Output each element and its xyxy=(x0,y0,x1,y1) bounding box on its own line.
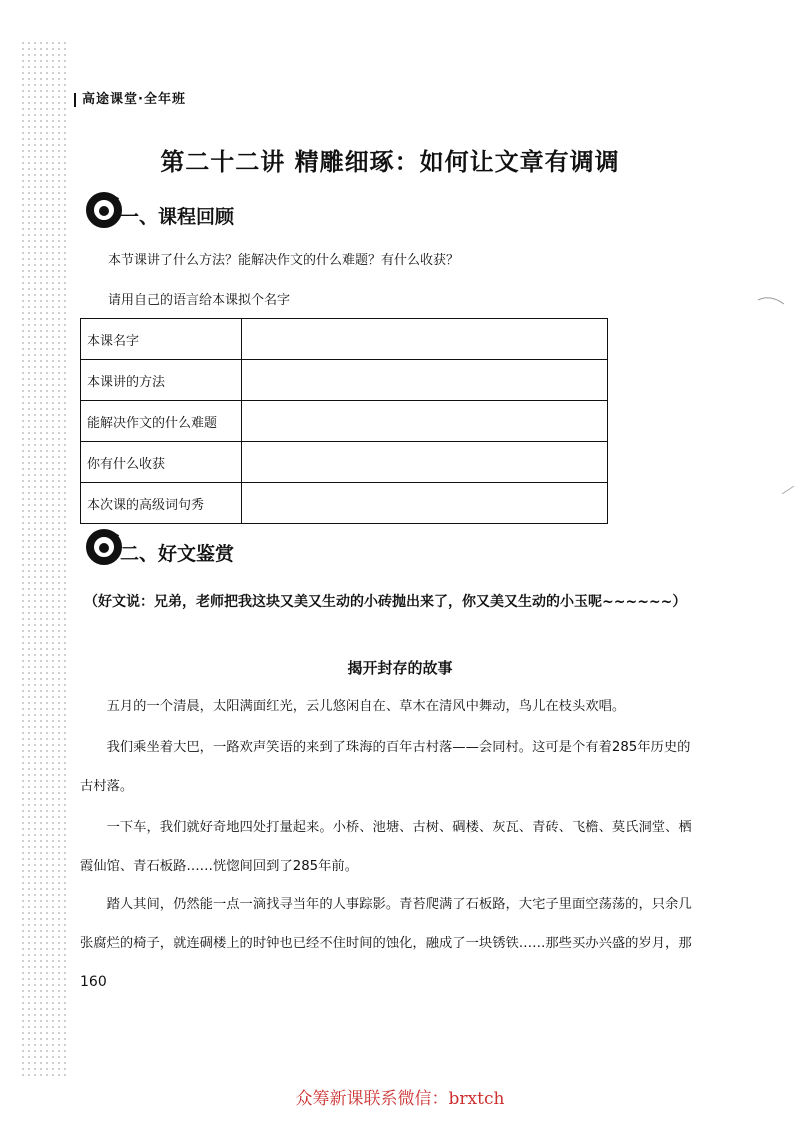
scan-artifact-mark xyxy=(756,290,786,310)
course-review-table xyxy=(80,318,608,524)
table-label-cell: 本次课的高级词句秀 xyxy=(81,483,242,524)
page-title: 第二十二讲 精雕细琢：如何让文章有调调 xyxy=(160,148,620,176)
story-paragraph: 一下车，我们就好奇地四处打量起来。小桥、池塘、古树、碉楼、灰瓦、青砖、飞檐、莫氏洞堂、栖霞仙馆、青石板路……恍惚间回到了285年前。 xyxy=(80,820,692,874)
table-label-cell: 能解决作文的什么难题 xyxy=(81,401,242,442)
scan-artifact-mark xyxy=(780,480,796,500)
section-heading-label: 二、好文鉴赏 xyxy=(120,543,235,565)
table-row xyxy=(81,401,608,442)
section-heading-label: 一、课程回顾 xyxy=(120,206,235,228)
table-row xyxy=(81,319,608,360)
story-title: 揭开封存的故事 xyxy=(347,659,453,677)
story-paragraph: 踏人其间，仍然能一点一滴找寻当年的人事踪影。青苔爬满了石板路，大宅子里面空荡荡的，只余几张腐烂的椅子，就连碉楼上的时钟也已经不住时间的蚀化，融成了一块锈铁……那些买办兴盛的岁月，那 xyxy=(80,897,692,951)
table-row xyxy=(81,483,608,524)
series-header: 高途课堂·全年班 xyxy=(74,93,186,107)
table-row xyxy=(81,360,608,401)
table-answer-cell[interactable] xyxy=(242,360,608,401)
margin-dot-pattern xyxy=(20,40,68,1080)
story-paragraph: 我们乘坐着大巴，一路欢声笑语的来到了珠海的百年古村落——会同村。这可是个有着285年历史的古村落。 xyxy=(80,740,691,794)
table-answer-cell[interactable] xyxy=(242,483,608,524)
story-paragraph: 五月的一个清晨，太阳满面红光，云儿悠闲自在、草木在清风中舞动，鸟儿在枝头欢唱。 xyxy=(106,699,626,714)
table-answer-cell[interactable] xyxy=(242,401,608,442)
table-label-cell: 本课讲的方法 xyxy=(81,360,242,401)
watermark: 众筹新课联系微信：brxtch xyxy=(295,1089,505,1109)
table-answer-cell[interactable] xyxy=(242,319,608,360)
table-answer-cell[interactable] xyxy=(242,442,608,483)
good-writing-quote: （好文说：兄弟，老师把我这块又美又生动的小砖抛出来了，你又美又生动的小玉呢~~~~~~） xyxy=(84,594,687,610)
review-question: 本节课讲了什么方法？能解决作文的什么难题？有什么收获？ xyxy=(108,253,460,268)
table-label-cell: 本课名字 xyxy=(81,319,242,360)
page-number: 160 xyxy=(80,974,107,990)
table-row xyxy=(81,442,608,483)
review-instruction: 请用自己的语言给本课拟个名字 xyxy=(108,293,291,308)
table-label-cell: 你有什么收获 xyxy=(81,442,242,483)
